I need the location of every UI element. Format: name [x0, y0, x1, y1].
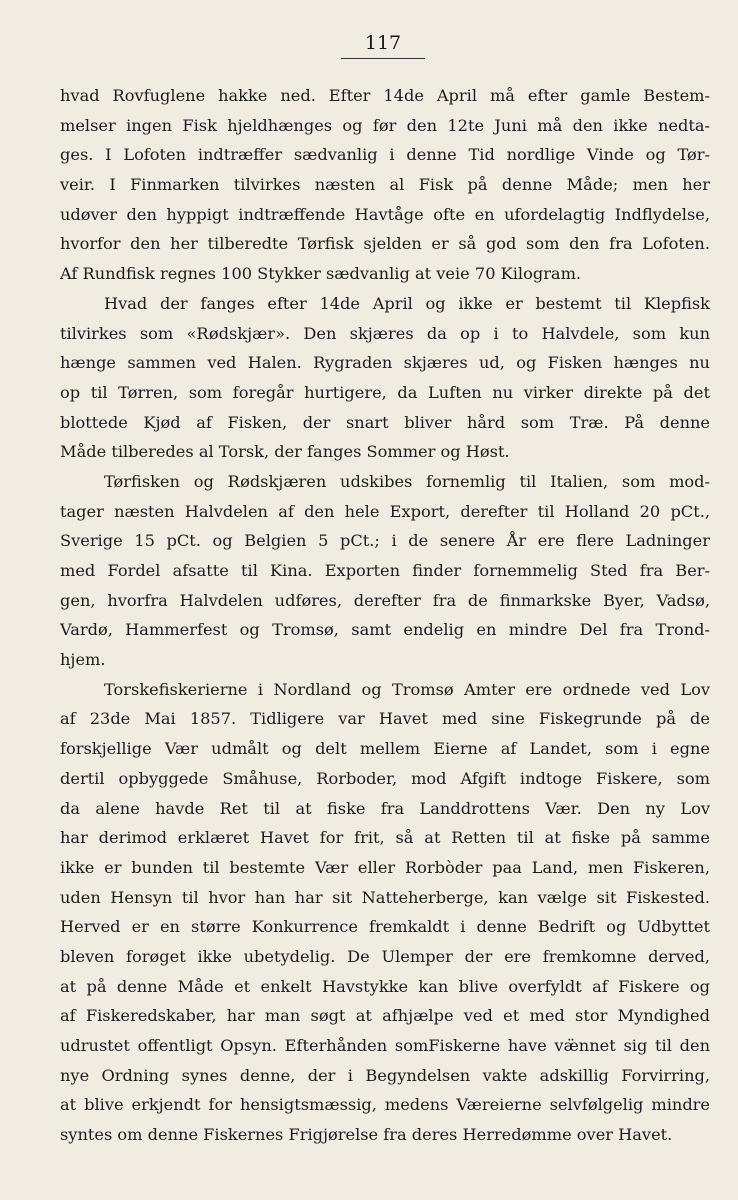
text-line: da alene havde Ret til at fiske fra Landdrottens Vær. Den ny Lov: [60, 798, 710, 818]
text-line: af 23de Mai 1857. Tidligere var Havet med sine Fiskegrunde på de: [60, 709, 710, 729]
text-line: Vardø, Hammerfest og Tromsø, samt endelig en mindre Del fra Trond-: [60, 620, 710, 640]
text-line: hvorfor den her tilberedte Tørfisk sjelden er så god som den fra Lofoten.: [60, 234, 710, 254]
text-line: tilvirkes som «Rødskjær». Den skjæres da op i to Halvdele, som kun: [60, 323, 710, 343]
text-line: har derimod erklæret Havet for frit, så at Retten til at fiske på samme: [60, 828, 710, 848]
text-line: melser ingen Fisk hjeldhænges og før den 12te Juni må den ikke nedta-: [60, 115, 710, 135]
text-line: af Fiskeredskaber, har man søgt at afhjælpe ved et med stor Myndighed: [60, 1006, 710, 1026]
text-line: bleven forøget ikke ubetydelig. De Ulemper der ere fremkomne derved,: [60, 946, 710, 966]
text-line: udøver den hyppigt indtræffende Havtåge ofte en ufordelagtig Indflydelse,: [60, 204, 710, 224]
text-line: syntes om denne Fiskernes Frigjørelse fra deres Herredømme over Havet.: [60, 1125, 673, 1145]
body-text: [60, 81, 710, 1150]
text-line: hvad Rovfuglene hakke ned. Efter 14de April må efter gamle Bestem-: [60, 86, 710, 105]
paragraph: [60, 467, 710, 675]
text-line: veir. I Finmarken tilvirkes næsten al Fisk på denne Måde; men her: [60, 175, 710, 195]
text-line: uden Hensyn til hvor han har sit Natteherberge, kan vælge sit Fiskested.: [60, 887, 710, 907]
text-line: nye Ordning synes denne, der i Begyndelsen vakte adskillig Forvirring,: [60, 1065, 710, 1085]
text-line: at blive erkjendt for hensigtsmæssig, medens Væreierne selvfølgelig mindre: [60, 1095, 710, 1115]
paragraph: [60, 289, 710, 467]
page-header: [0, 32, 738, 59]
text-line: ikke er bunden til bestemte Vær eller Rorbòder paa Land, men Fiskeren,: [60, 857, 710, 877]
text-line: Torskefiskerierne i Nordland og Tromsø Amter ere ordnede ved Lov: [104, 679, 710, 699]
text-line: udrustet offentligt Opsyn. Efterhånden somFiskerne have væ̈nnet sig til den: [60, 1036, 710, 1055]
text-line: Tørfisken og Rødskjæren udskibes fornemlig til Italien, som mod-: [104, 471, 710, 491]
text-line: Herved er en større Konkurrence fremkaldt i denne Bedrift og Udbyttet: [60, 917, 710, 937]
text-line: tager næsten Halvdelen af den hele Export, derefter til Holland 20 pCt.,: [60, 501, 710, 521]
text-line: Måde tilberedes al Torsk, der fanges Sommer og Høst.: [60, 442, 510, 462]
text-line: blottede Kjød af Fisken, der snart bliver hård som Træ. På denne: [60, 412, 710, 432]
text-line: Af Rundfisk regnes 100 Stykker sædvanlig at veie 70 Kilogram.: [60, 264, 582, 284]
text-line: forskjellige Vær udmålt og delt mellem Eierne af Landet, som i egne: [60, 739, 710, 759]
text-line: Sverige 15 pCt. og Belgien 5 pCt.; i de senere År ere flere Ladninger: [60, 531, 710, 551]
text-line: dertil opbyggede Småhuse, Rorboder, mod Afgift indtoge Fiskere, som: [60, 768, 710, 788]
paragraph: [60, 675, 710, 1150]
text-line: op til Tørren, som foregår hurtigere, da Luften nu virker direkte på det: [60, 382, 710, 402]
text-line: Hvad der fanges efter 14de April og ikke er bestemt til Klepfisk: [104, 293, 710, 313]
page-number: 117: [341, 32, 425, 59]
text-line: hjem.: [60, 650, 106, 670]
paragraph: [60, 81, 710, 289]
text-line: med Fordel afsatte til Kina. Exporten finder fornemmelig Sted fra Ber-: [60, 561, 710, 580]
text-line: at på denne Måde et enkelt Havstykke kan blive overfyldt af Fiskere og: [60, 976, 710, 996]
text-line: ges. I Lofoten indtræffer sædvanlig i denne Tid nordlige Vinde og Tør-: [60, 145, 710, 165]
text-line: gen, hvorfra Halvdelen udføres, derefter fra de finmarkske Byer, Vadsø,: [60, 590, 710, 610]
text-line: hænge sammen ved Halen. Rygraden skjæres ud, og Fisken hænges nu: [60, 353, 710, 373]
